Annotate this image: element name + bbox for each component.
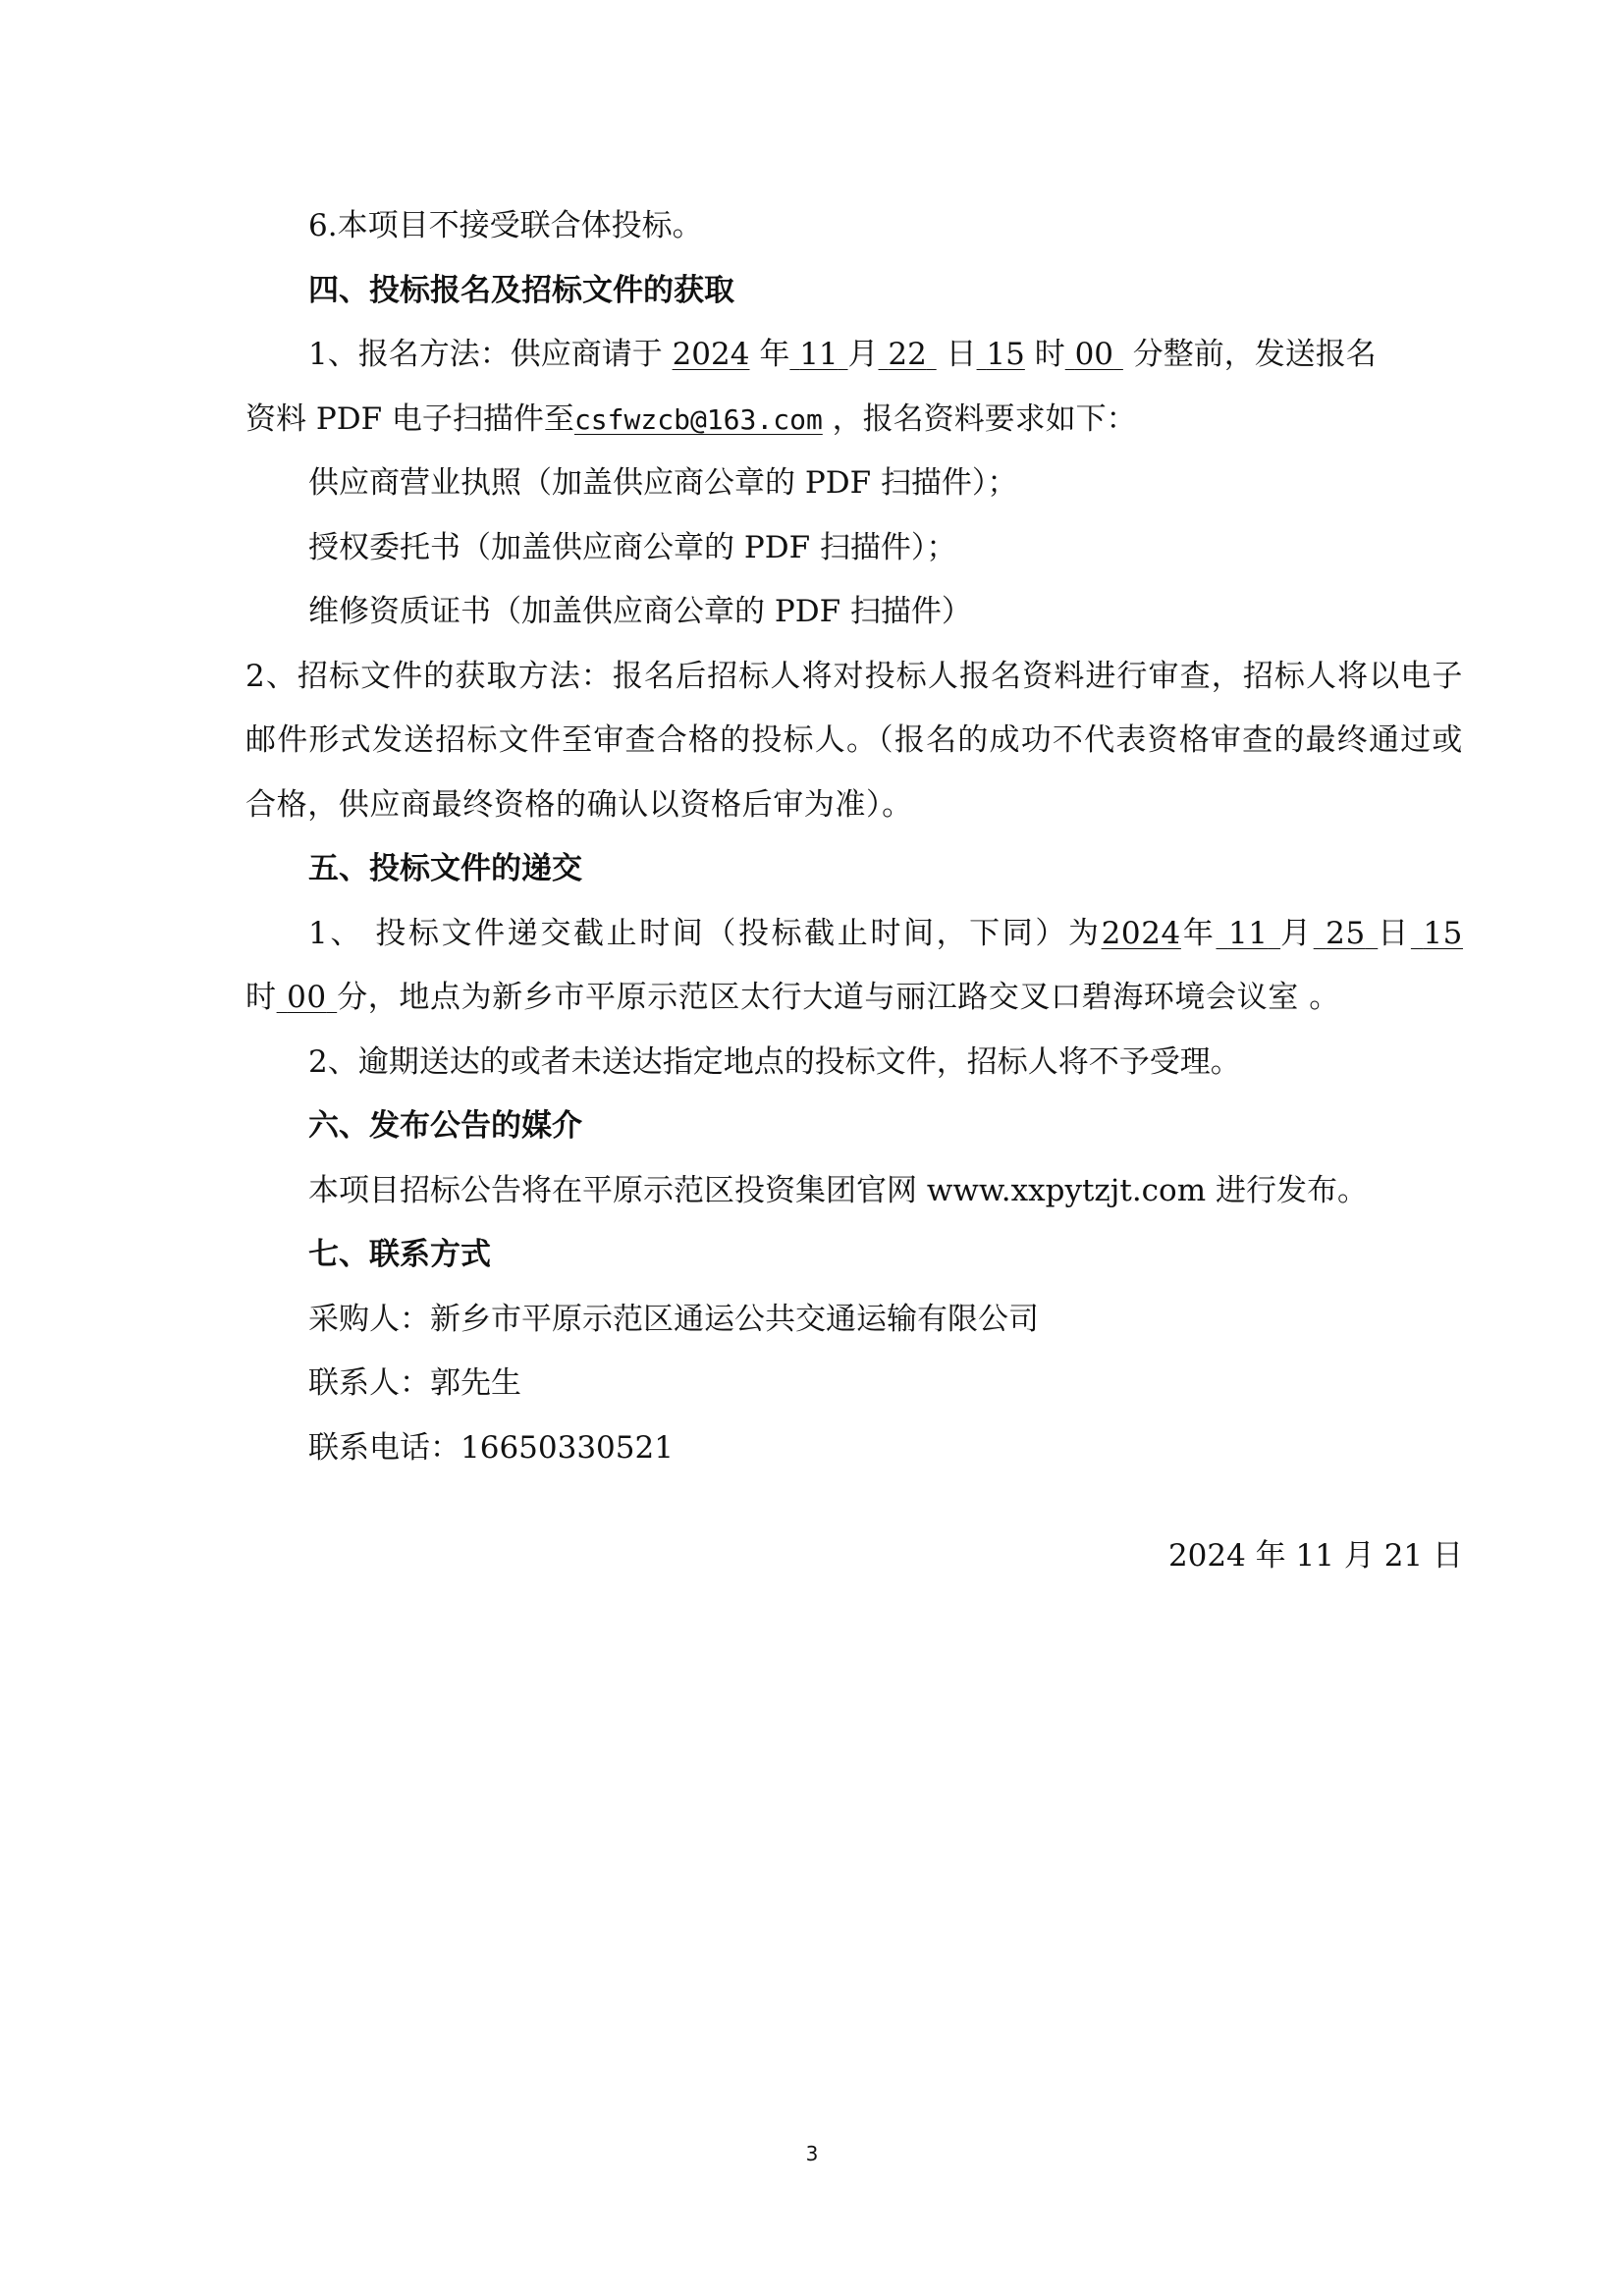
registration-month: 11 [799, 337, 839, 372]
deadline-day-unit: 日 [1378, 915, 1411, 951]
registration-minute: 00 [1074, 337, 1114, 372]
registration-day: 22 [888, 337, 927, 372]
tender-document-acquisition: 2、招标文件的获取方法：报名后招标人将对投标人报名资料进行审查，招标人将以电子邮件形式发送招标文件至审查合格的投标人。（报名的成功不代表资格审查的最终通过或合格，供应商最终资格的确认以资格后审为准）。 [245, 658, 1463, 823]
requirement-maintenance-qualification: 维修资质证书（加盖供应商公章的 PDF 扫描件） [308, 594, 972, 629]
contact-person: 联系人：郭先生 [308, 1365, 521, 1401]
requirement-authorization-letter: 授权委托书（加盖供应商公章的 PDF 扫描件）； [308, 529, 957, 565]
registration-method-line1 [245, 323, 1463, 388]
requirement-business-license: 供应商营业执照（加盖供应商公章的 PDF 扫描件）； [308, 465, 1018, 501]
purchaser-name: 采购人：新乡市平原示范区通运公共交通运输有限公司 [308, 1301, 1039, 1337]
section-6-heading: 六、发布公告的媒介 [308, 1108, 582, 1144]
deadline-year: 2024 [1101, 915, 1181, 951]
late-submission-notice: 2、逾期送达的或者未送达指定地点的投标文件，招标人将不予受理。 [308, 1043, 1241, 1080]
deadline-prefix: 1、 投标文件递交截止时间（投标截止时间，下同）为 [308, 915, 1102, 951]
document-date: 2024 年 11 月 21 日 [1167, 1538, 1463, 1574]
registration-suffix: 分整前，发送报名 [1122, 337, 1377, 372]
deadline-month-unit: 月 [1280, 915, 1314, 951]
deadline-hour: 15 [1423, 915, 1464, 951]
submission-deadline [245, 902, 1463, 1031]
year-unit: 年 [749, 337, 790, 372]
item-6-no-consortium: 6.本项目不接受联合体投标。 [308, 208, 703, 243]
deadline-suffix: 分，地点为新乡市平原示范区太行大道与丽江路交叉口碧海环境会议室 。 [337, 980, 1340, 1015]
month-unit: 月 [847, 337, 879, 372]
page-number: 3 [805, 2142, 819, 2165]
registration-year: 2024 [672, 337, 750, 372]
deadline-month: 11 [1227, 915, 1269, 951]
hour-unit: 时 [1024, 337, 1065, 372]
section-7-heading: 七、联系方式 [308, 1237, 491, 1272]
document-body [245, 194, 1463, 1480]
registration-email-link[interactable]: csfwzcb@163.com [573, 402, 823, 436]
section-4-heading: 四、投标报名及招标文件的获取 [308, 272, 734, 308]
publication-media-text: 本项目招标公告将在平原示范区投资集团官网 www.xxpytzjt.com 进行发布。 [308, 1172, 1368, 1208]
deadline-hour-unit: 时 [245, 980, 277, 1015]
registration-line2-suffix: ，报名资料要求如下： [822, 400, 1137, 437]
registration-prefix: 1、报名方法：供应商请于 [308, 337, 673, 372]
section-5-heading: 五、投标文件的递交 [308, 851, 582, 886]
deadline-year-unit: 年 [1180, 915, 1217, 951]
deadline-day: 25 [1326, 915, 1366, 951]
registration-line2-prefix: 资料 PDF 电子扫描件至 [245, 400, 574, 437]
registration-hour: 15 [986, 337, 1025, 372]
day-unit: 日 [936, 337, 977, 372]
contact-phone: 联系电话：16650330521 [308, 1429, 674, 1466]
deadline-minute: 00 [287, 980, 327, 1015]
registration-method-line2 [245, 388, 1463, 453]
